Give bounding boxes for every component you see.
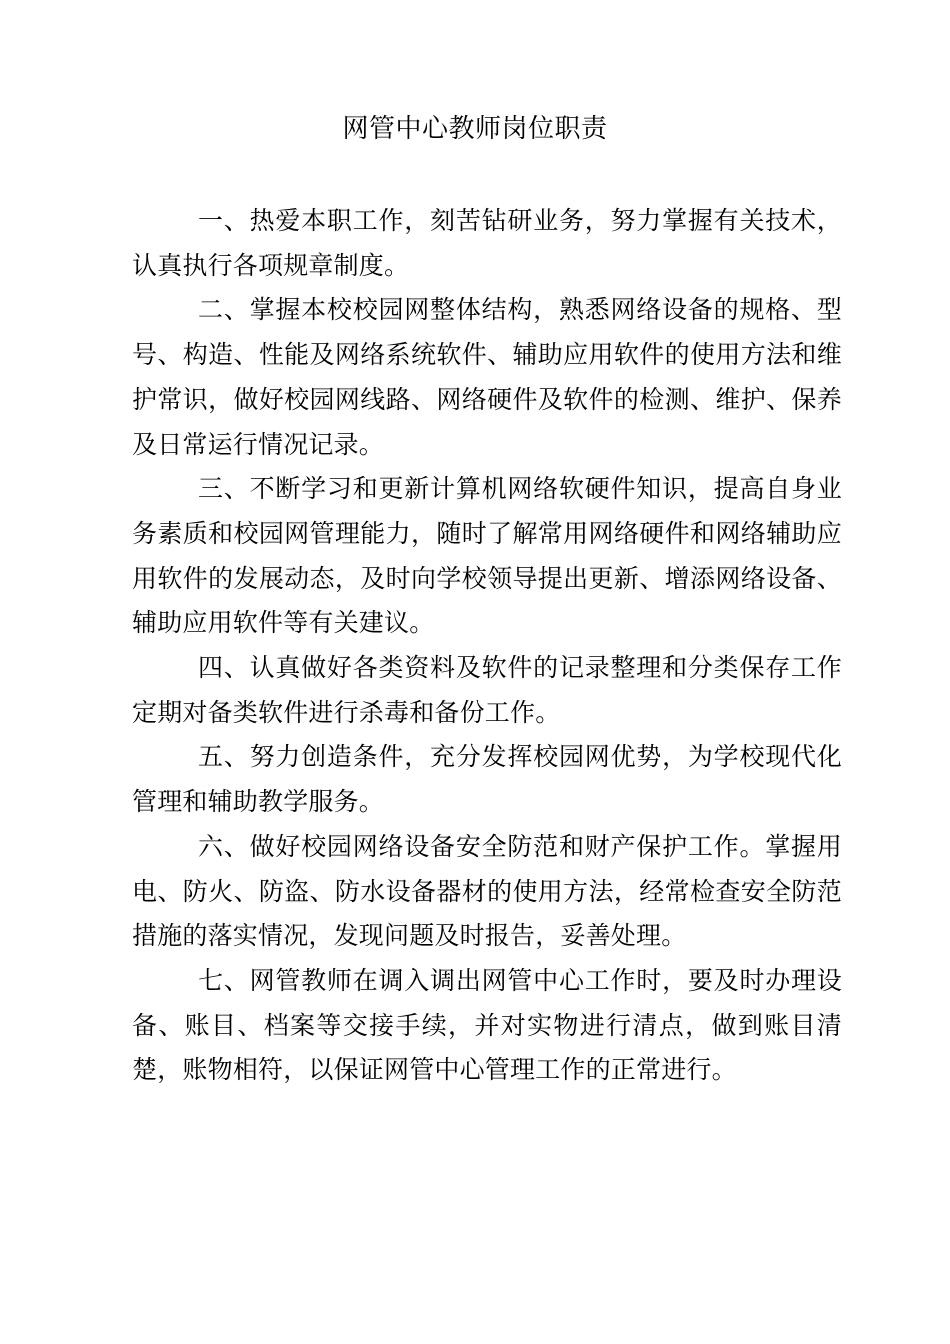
paragraph-4: 四、认真做好各类资料及软件的记录整理和分类保存工作定期对备类软件进行杀毒和备份工作。 (132, 653, 842, 727)
document-title: 网管中心教师岗位职责 (342, 114, 608, 144)
document-body (132, 199, 842, 1093)
paragraph-6: 六、做好校园网络设备安全防范和财产保护工作。掌握用电、防火、防盗、防水设备器材的使用方法，经常检查安全防范措施的落实情况，发现问题及时报告，妥善处理。 (132, 831, 842, 951)
paragraph-3: 三、不断学习和更新计算机网络软硬件知识，提高自身业务素质和校园网管理能力，随时了解常用网络硬件和网络辅助应用软件的发展动态，及时向学校领导提出更新、增添网络设备、辅助应用软件等有关建议。 (132, 474, 842, 638)
paragraph-2: 二、掌握本校校园网整体结构，熟悉网络设备的规格、型号、构造、性能及网络系统软件、辅助应用软件的使用方法和维护常识，做好校园网线路、网络硬件及软件的检测、维护、保养及日常运行情况记录。 (132, 295, 842, 459)
paragraph-1: 一、热爱本职工作，刻苦钻研业务，努力掌握有关技术，认真执行各项规章制度。 (132, 206, 842, 280)
paragraph-7: 七、网管教师在调入调出网管中心工作时，要及时办理设备、账目、档案等交接手续，并对实物进行清点，做到账目清楚，账物相符，以保证网管中心管理工作的正常进行。 (132, 965, 842, 1085)
paragraph-5: 五、努力创造条件，充分发挥校园网优势，为学校现代化管理和辅助教学服务。 (132, 742, 842, 817)
